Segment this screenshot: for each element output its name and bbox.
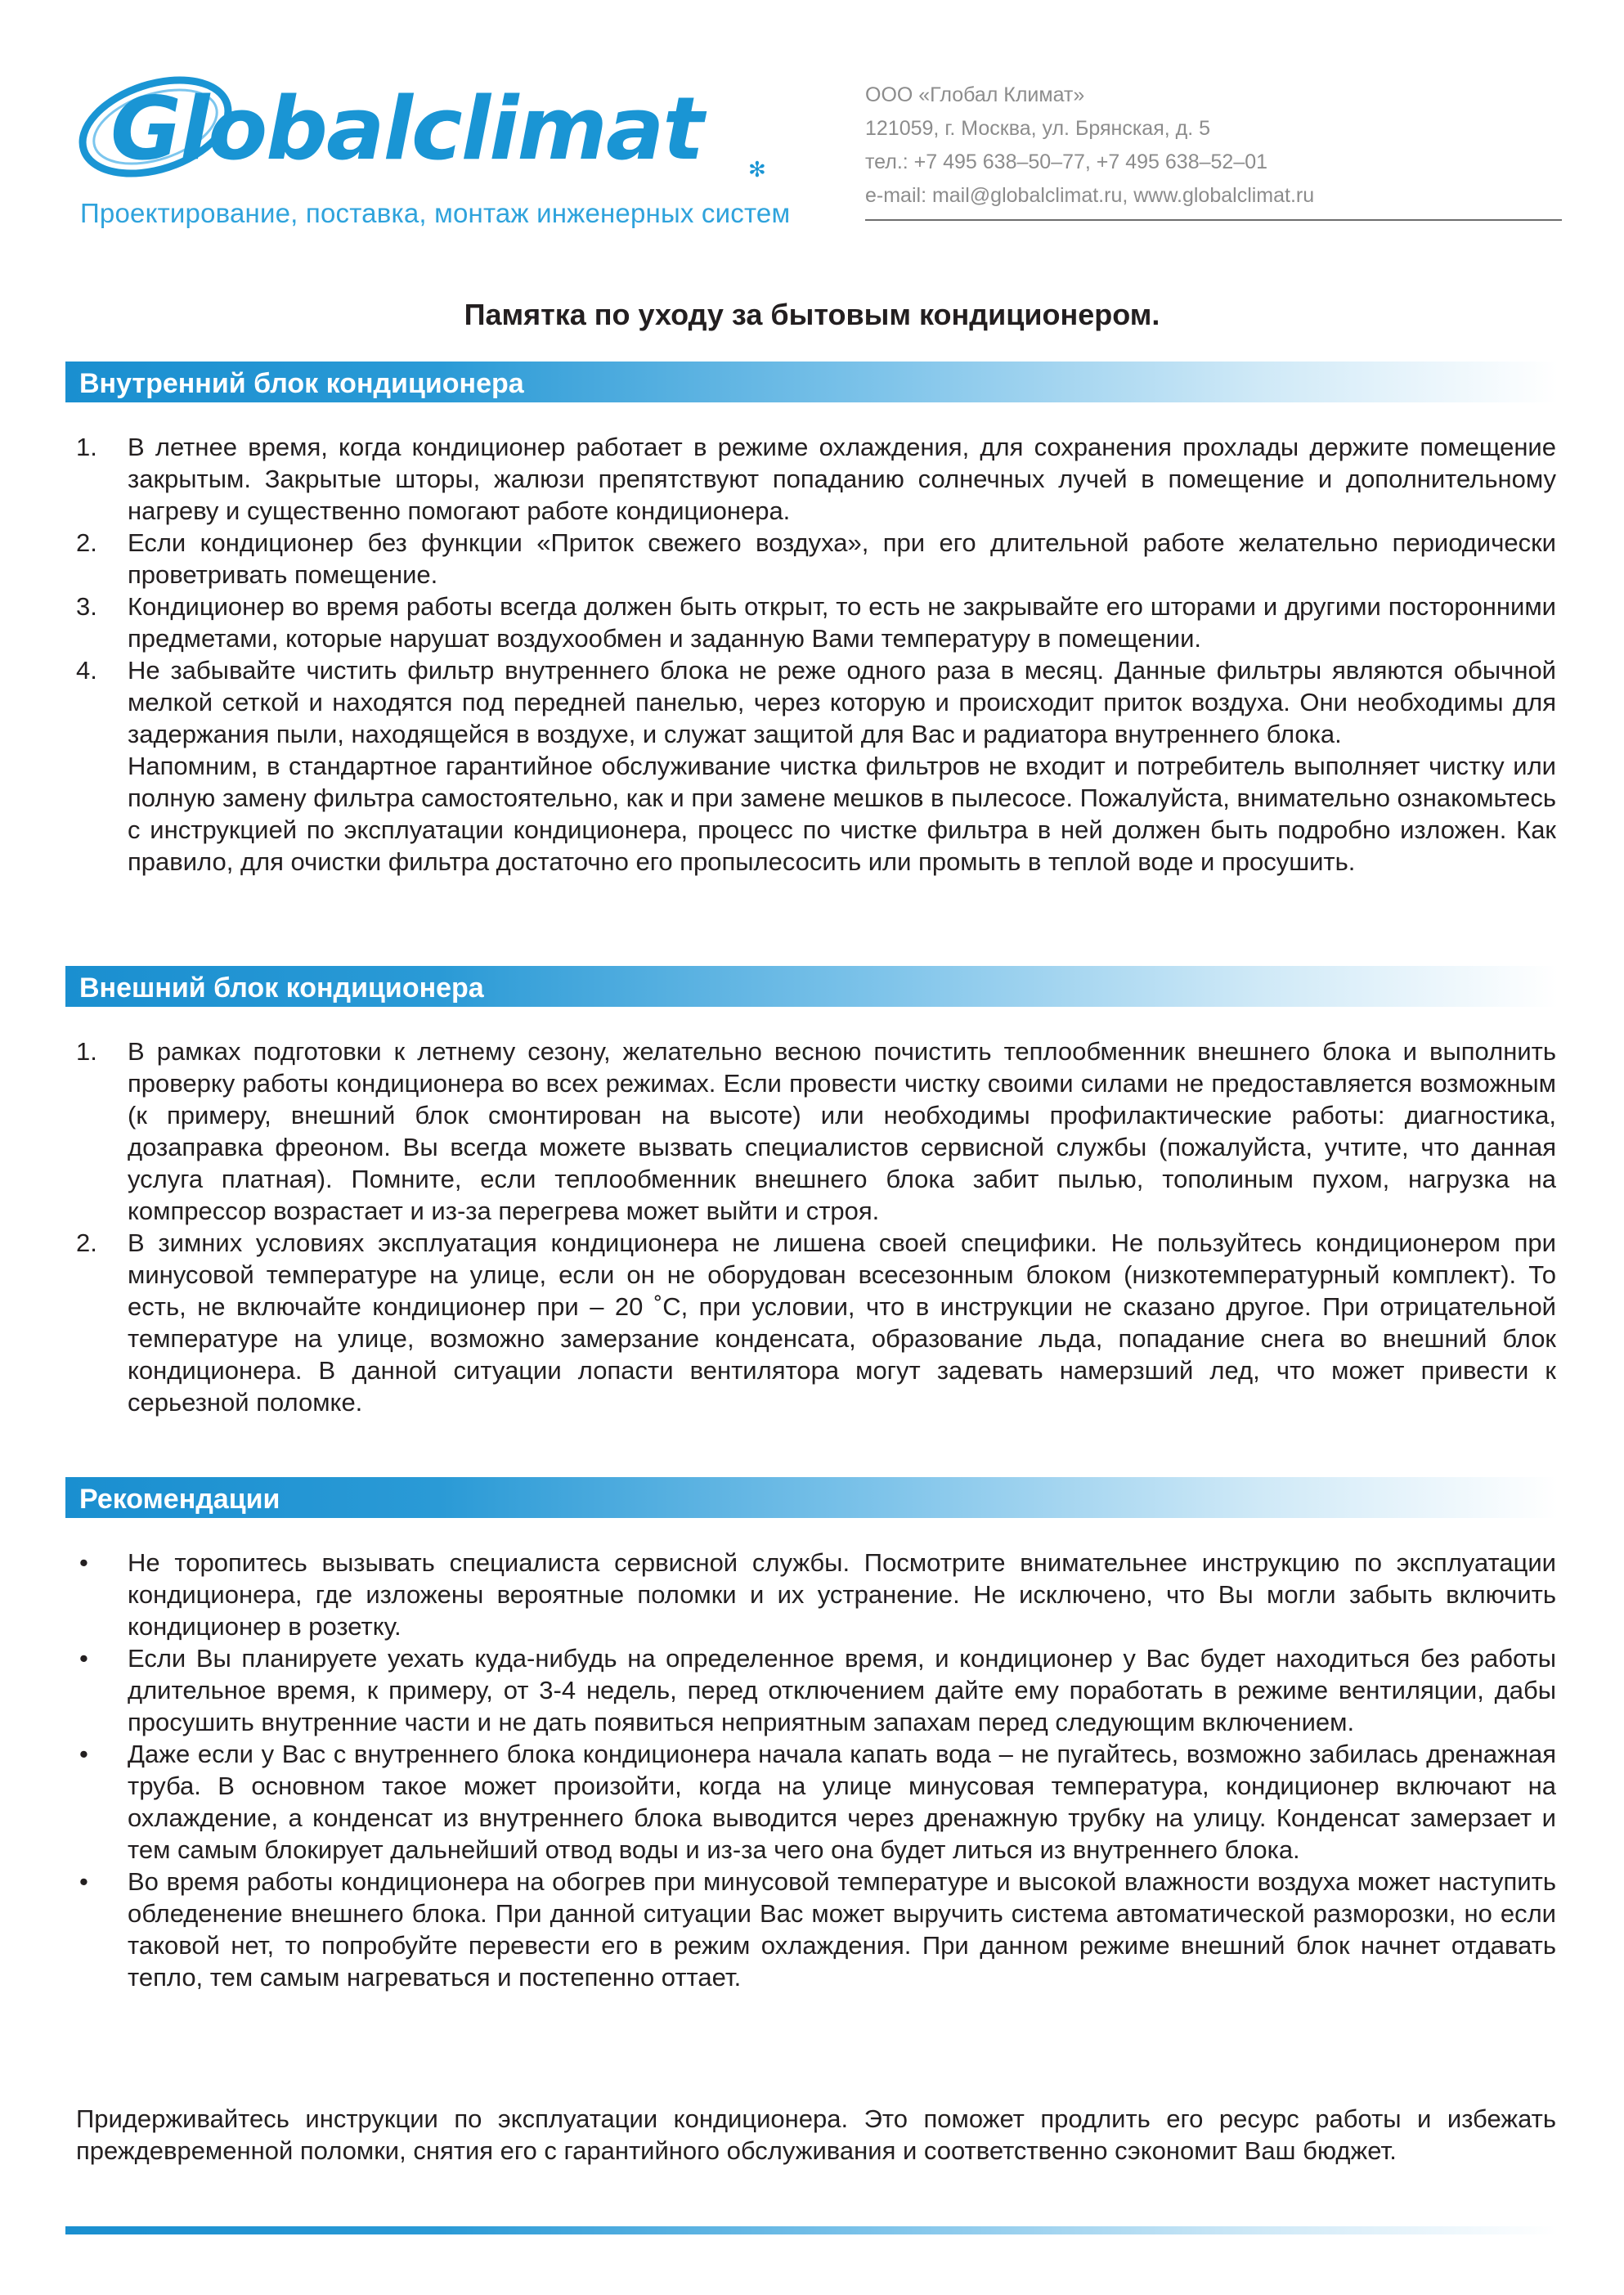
bullet-marker: •: [79, 1740, 88, 1768]
bullet-item: [76, 1866, 1556, 1993]
snowflake-icon: ✻: [748, 157, 766, 182]
section-heading-label: Рекомендации: [79, 1484, 280, 1515]
company-contacts: [865, 79, 1314, 213]
list-item-text: В летнее время, когда кондиционер работает в режиме охлаждения, для сохранения прохлады держите помещение закрытым. Закрытые шторы, жалюзи препятствуют попаданию солнечных лучей в помещение и дополнительному нагреву и существенно помогают работе кондиционера.: [128, 433, 1556, 525]
bullet-item: [76, 1738, 1556, 1866]
list-marker: 1.: [76, 433, 97, 461]
bullet-marker: •: [79, 1867, 88, 1896]
section-heading-label: Внутренний блок кондиционера: [79, 368, 524, 399]
list-item: [76, 527, 1556, 591]
section-heading-recommendations: [65, 1477, 1558, 1518]
list-item-text: В зимних условиях эксплуатация кондиционера не лишена своей специфики. Не пользуйтесь кондиционером при минусовой температуре на улице, если он не оборудован всесезонным блоком (низкотемпературный комплект). То есть, не включайте кондиционер при – 20 ˚С, при условии, что в инструкции не сказано другое. При отрицательной температуре на улице, возможно замерзание конденсата, образование льда, попадание снега во внешний блок кондиционера. В данной ситуации лопасти вентилятора могут задевать намерзший лед, что может привести к серьезной поломке.: [128, 1228, 1556, 1417]
section-recommendations: [76, 1547, 1556, 1993]
header-divider: [865, 219, 1562, 221]
section-heading-outdoor-unit: [65, 966, 1558, 1007]
company-address: 121059, г. Москва, ул. Брянская, д. 5: [865, 117, 1211, 140]
list-item-text: В рамках подготовки к летнему сезону, желательно весною почистить теплообменник внешнего блока и выполнить проверку работы кондиционера во всех режимах. Если провести чистку своими силами не предоставляется возможным (к примеру, внешний блок смонтирован на высоте) или необходимы профилактические работы: диагностика, дозаправка фреоном. Вы всегда можете вызвать специалистов сервисной службы (пожалуйста, учтите, что данная услуга платная). Помните, если теплообменник внешнего блока забит пылью, тополиным пухом, нагрузка на компрессор возрастает и из-за перегрева может выйти и строя.: [128, 1037, 1556, 1225]
letterhead: [0, 0, 1624, 245]
company-phones: тел.: +7 495 638–50–77, +7 495 638–52–01: [865, 150, 1268, 173]
closing-paragraph: Придерживайтесь инструкции по эксплуатации кондиционера. Это поможет продлить его ресурс работы и избежать преждевременной поломки, снятия его с гарантийного обслуживания и соответственно сэкономит Ваш бюджет.: [76, 2104, 1556, 2165]
list-marker: 3.: [76, 592, 97, 621]
company-email-web[interactable]: e-mail: mail@globalclimat.ru, www.globalclimat.ru: [865, 184, 1315, 207]
section-heading-indoor-unit: [65, 362, 1558, 402]
bullet-item: [76, 1642, 1556, 1738]
bullet-item-text: Если Вы планируете уехать куда-нибудь на определенное время, и кондиционер у Вас будет находиться без работы длительное время, к примеру, от 3-4 недель, перед отключением дайте ему поработать в режиме вентиляции, дабы просушить внутренние части и не дать появиться неприятным запахам перед следующим включением.: [128, 1644, 1556, 1736]
bullet-marker: •: [79, 1548, 88, 1577]
bullet-marker: •: [79, 1644, 88, 1673]
company-name: ООО «Глобал Климат»: [865, 83, 1085, 106]
list-marker: 2.: [76, 528, 97, 557]
list-item: [76, 591, 1556, 654]
bullet-item-text: Во время работы кондиционера на обогрев при минусовой температуре и высокой влажности воздуха может наступить обледенение внешнего блока. При данной ситуации Вас может выручить система автоматической разморозки, но если таковой нет, то попробуйте перевести его в режим охлаждения. При данном режиме внешний блок начнет отдавать тепло, тем самым нагреваться и постепенно оттает.: [128, 1867, 1556, 1992]
logo-tagline: Проектирование, поставка, монтаж инженерных систем: [80, 198, 791, 228]
bullet-item-text: Не торопитесь вызывать специалиста сервисной службы. Посмотрите внимательнее инструкцию по эксплуатации кондиционера, где изложены вероятные поломки и их устранение. Не исключено, что Вы могли забыть включить кондиционер в розетку.: [128, 1548, 1556, 1641]
list-item: [76, 431, 1556, 527]
page-title: Памятка по уходу за бытовым кондиционером.: [464, 298, 1160, 331]
footer-gradient-line: [65, 2226, 1558, 2234]
list-item: [76, 654, 1556, 750]
list-marker: 2.: [76, 1228, 97, 1257]
filter-note: Напомним, в стандартное гарантийное обслуживание чистка фильтров не входит и потребитель выполняет чистку или полную замену фильтра самостоятельно, как и при замене мешков в пылесосе. Пожалуйста, внимательно ознакомьтесь с инструкцией по эксплуатации кондиционера, процесс по чистке фильтра в ней должен быть подробно изложен. Как правило, для очистки фильтра достаточно его пропылесосить или промыть в теплой воде и просушить.: [128, 752, 1556, 876]
list-item-text: Если кондиционер без функции «Приток свежего воздуха», при его длительной работе желательно периодически проветривать помещение.: [128, 528, 1556, 589]
list-item: [76, 1227, 1556, 1418]
section-indoor-unit: [76, 431, 1556, 878]
bullet-item: [76, 1547, 1556, 1642]
logo-wordmark: Globalclimat: [110, 79, 703, 179]
bullet-item-text: Даже если у Вас с внутреннего блока кондиционера начала капать вода – не пугайтесь, возможно забилась дренажная труба. В основном такое может произойти, когда на улице минусовая температура, кондиционер включают на охлаждение, а конденсат из внутреннего блока выводится через дренажную трубку на улицу. Конденсат замерзает и тем самым блокирует дальнейший отвод воды и из-за чего она будет литься из внутреннего блока.: [128, 1740, 1556, 1864]
section-heading-label: Внешний блок кондиционера: [79, 972, 484, 1004]
list-marker: 4.: [76, 656, 97, 685]
list-item: [76, 1035, 1556, 1227]
list-marker: 1.: [76, 1037, 97, 1066]
list-item-text: Кондиционер во время работы всегда должен быть открыт, то есть не закрывайте его шторами и другими посторонними предметами, которые нарушат воздухообмен и заданную Вами температуру в помещении.: [128, 592, 1556, 653]
section-outdoor-unit: [76, 1035, 1556, 1418]
list-item-text: Не забывайте чистить фильтр внутреннего блока не реже одного раза в месяц. Данные фильтры являются обычной мелкой сеткой и находятся под передней панелью, через которую и происходит приток воздуха. Они необходимы для задержания пыли, находящейся в воздухе, и служат защитой для Вас и радиатора внутреннего блока.: [128, 656, 1556, 748]
company-logo: [78, 65, 781, 188]
